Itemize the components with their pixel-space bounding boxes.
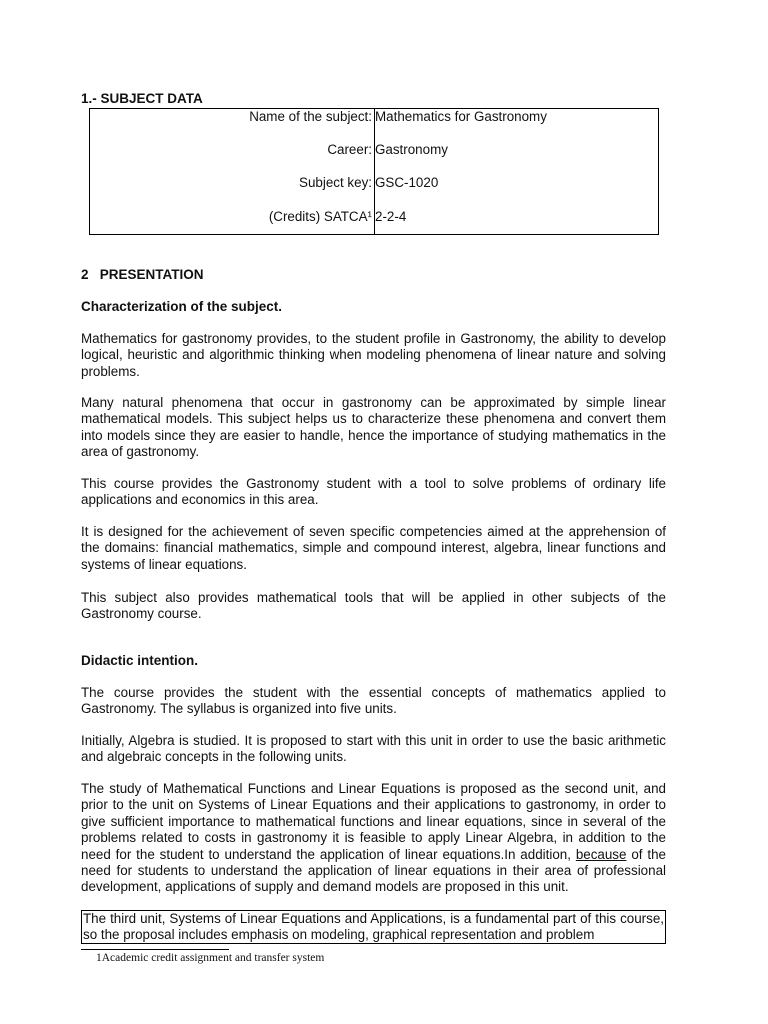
- boxed-paragraph: [81, 910, 666, 944]
- row-label: (Credits) SATCA¹: [268, 209, 372, 224]
- underlined-word: because: [575, 846, 627, 862]
- paragraph: This subject also provides mathematical tools that will be applied in other subjects of the Gastronomy course.: [81, 590, 666, 622]
- paragraph: Mathematics for gastronomy provides, to the student profile in Gastronomy, the ability to develop logical, heuristic and algorithmic thinking when modeling phenomena of linear nature and solving problems.: [81, 331, 666, 379]
- row-value: Mathematics for Gastronomy: [375, 109, 547, 124]
- didactic-heading: Didactic intention.: [81, 653, 199, 668]
- paragraph: This course provides the Gastronomy student with a tool to solve problems of ordinary life applications and economics in this area.: [81, 476, 666, 508]
- paragraph-long: [81, 781, 666, 896]
- footnote-rule: [81, 949, 229, 950]
- row-value: 2-2-4: [375, 209, 407, 224]
- paragraph: It is designed for the achievement of seven specific competencies aimed at the apprehension of the domains: financial mathematics, simple and compound interest, algebra, linear functions and systems of linear equations.: [81, 524, 666, 572]
- paragraph: Many natural phenomena that occur in gastronomy can be approximated by simple linear mathematical models. This subject helps us to characterize these phenomena and convert them into models since they are easier to handle, hence the importance of studying mathematics in the area of gastronomy.: [81, 395, 666, 460]
- subject-data-table: [89, 108, 659, 235]
- footnote: 1Academic credit assignment and transfer system: [96, 952, 325, 964]
- paragraph: The course provides the student with the essential concepts of mathematics applied to Gastronomy. The syllabus is organized into five units.: [81, 685, 666, 717]
- row-label: Career:: [327, 142, 372, 157]
- section-1-heading: 1.- SUBJECT DATA: [81, 91, 203, 106]
- row-label: Subject key:: [299, 175, 372, 190]
- characterization-heading: Characterization of the subject.: [81, 299, 283, 314]
- text-run: of the need for students to understand the application of linear equations in their area of professional development, applications of supply and demand models are proposed in this unit.: [81, 846, 666, 895]
- row-label: Name of the subject:: [249, 109, 372, 124]
- text-run: The study of Mathematical Functions and Linear Equations is proposed as the second unit, and prior to the unit on Systems of Linear Equations and their applications to gastronomy, in order to give sufficient importance to mathematical functions and linear equations, since in several of the problems related to costs in gastronomy it is feasible to apply Linear Algebra, in addition to the need for the student to understand the application of linear equations.In addition,: [81, 781, 666, 862]
- row-value: GSC-1020: [375, 175, 439, 190]
- row-value: Gastronomy: [375, 142, 448, 157]
- paragraph: Initially, Algebra is studied. It is proposed to start with this unit in order to use the basic arithmetic and algebraic concepts in the following units.: [81, 733, 666, 765]
- section-2-heading: 2 PRESENTATION: [81, 267, 204, 282]
- paragraph: The third unit, Systems of Linear Equations and Applications, is a fundamental part of this course, so the proposal includes emphasis on modeling, graphical representation and problem: [83, 911, 664, 943]
